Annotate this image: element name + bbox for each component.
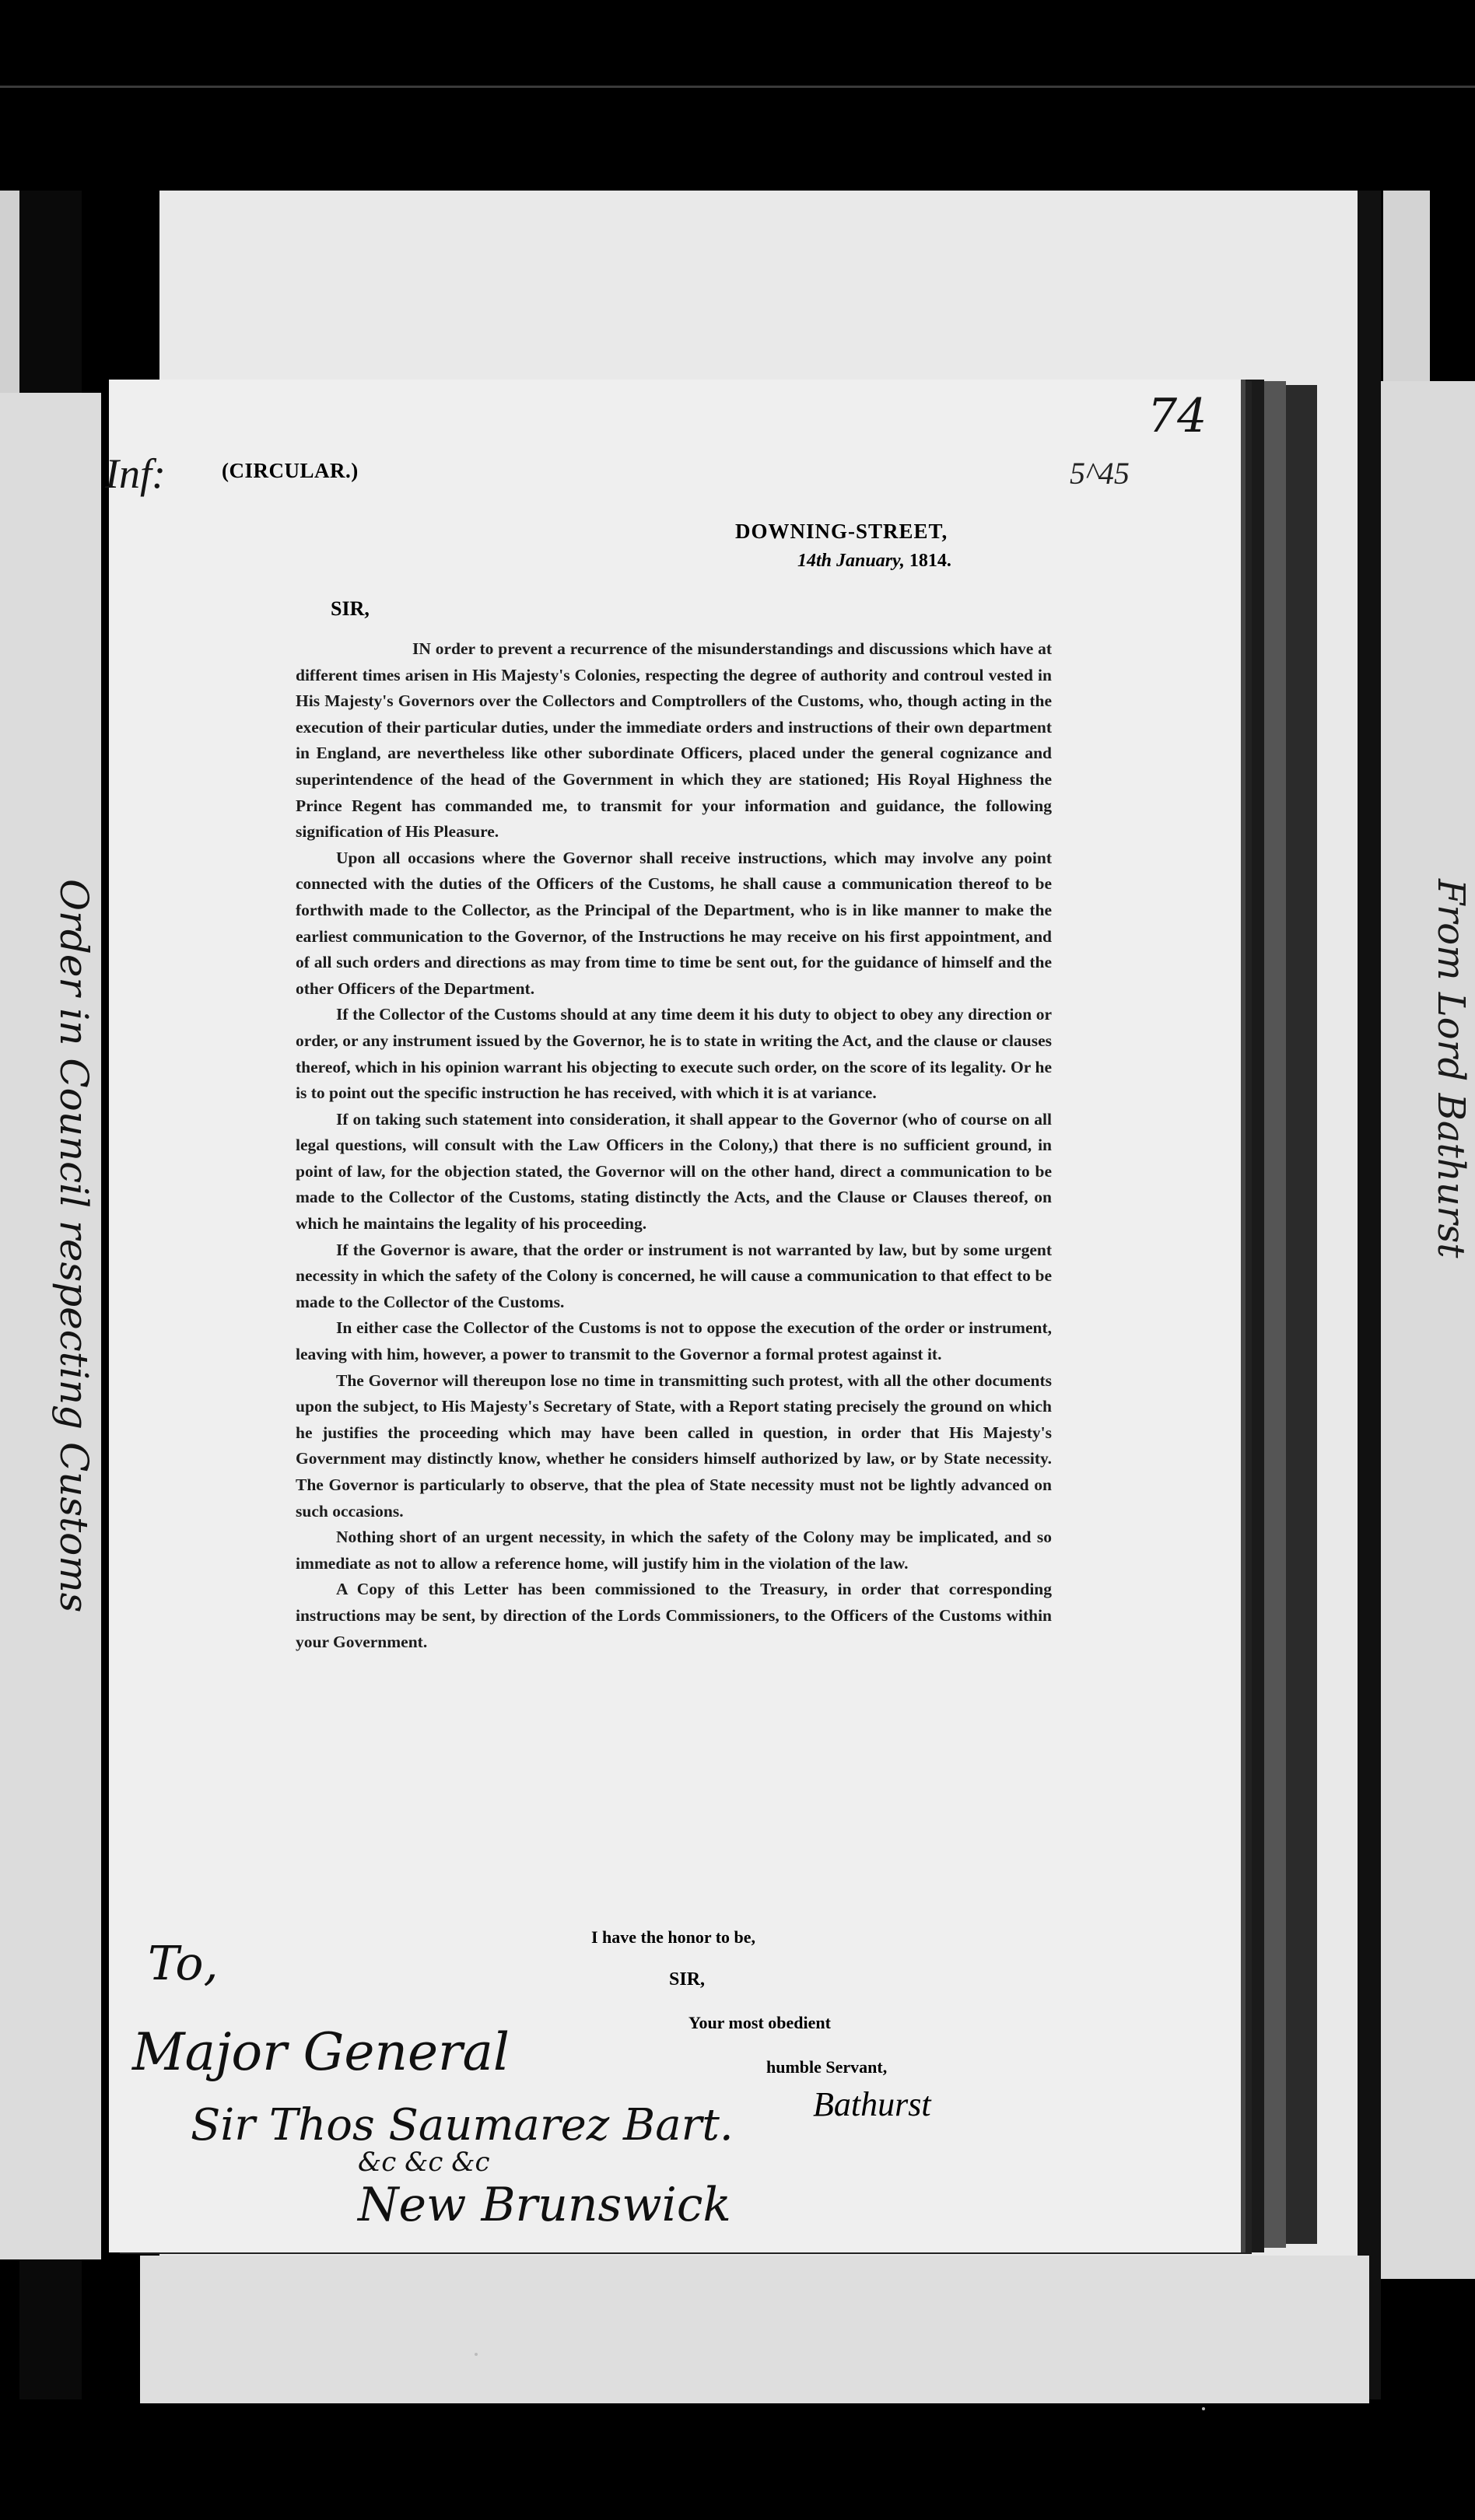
page-stack-edge xyxy=(1264,381,1286,2248)
addressee-name: Sir Thos Saumarez Bart. xyxy=(191,2100,734,2151)
closing-line: humble Servant, xyxy=(766,2057,888,2077)
right-margin-note: From Lord Bathurst xyxy=(1429,879,1473,1258)
circular-label: (CIRCULAR.) xyxy=(222,459,359,482)
left-page-edge xyxy=(0,191,19,393)
letter-date xyxy=(797,551,951,572)
folio-number: 74 xyxy=(1147,389,1207,443)
page-stack-edge xyxy=(1241,380,1264,2252)
lower-sheet xyxy=(140,2256,1369,2403)
page-stack-edge xyxy=(1286,385,1317,2244)
paragraph: Upon all occasions where the Governor shall receive instructions, which may involve any point connected with the duties of the Officers of the Customs, he shall cause a communication thereof to be forthwith made to the Collector, as the Principal of the Department, who is in like manner to make the earliest communication to the Governor, of the Instructions he may receive on his first appointment, and of all such orders and directions as may from time to time be sent out, for the guidance of himself and the other Officers of the Department. xyxy=(296,848,1052,998)
left-margin-note: Order in Council respecting Customs xyxy=(51,879,96,1613)
signature: Bathurst xyxy=(813,2085,931,2123)
letter-body xyxy=(296,636,1052,1655)
paragraph: IN order to prevent a recurrence of the misunderstandings and discussions which have at different times arisen in His Majesty's Colonies, respecting the degree of authority and controul vested in His Majesty's Governors over the Collectors and Comptrollers of the Customs, who, though acting in the execution of their particular duties, under the immediate orders and instructions of their own department in England, are nevertheless like other subordinate Officers, placed under the general cognizance and superintendence of the head of the Government in which they are stationed; His Royal Highness the Prince Regent has commanded me, to transmit for your information and guidance, the following signification of His Pleasure. xyxy=(296,639,1052,842)
addressee-province-text: New Brunswick xyxy=(358,2178,731,2232)
salutation: SIR, xyxy=(331,597,370,620)
reference-mark: 5^45 xyxy=(1070,456,1130,491)
paragraph: In either case the Collector of the Customs is not to oppose the execution of the order or instrument, leaving with him, however, a power to transmit to the Governor a formal protest against it. xyxy=(296,1318,1052,1364)
closing-salutation: SIR, xyxy=(669,1969,706,1990)
paragraph: If the Collector of the Customs should at any time deem it his duty to object to obey any direction or order, or any instrument issued by the Governor, he is to state in writing the Act, and the clause or clauses thereof, which in his opinion warrant his objecting to execute such order, on the score of its legality. Or he is to point out the specific instruction he has received, with which it is at variance. xyxy=(296,1005,1052,1103)
dust-speck xyxy=(1202,2407,1205,2410)
dust-speck xyxy=(475,2353,478,2356)
paragraph: The Governor will thereupon lose no time in transmitting such protest, with all the other documents upon the subject, to His Majesty's Secretary of State, with a Report stating precisely the ground on which he justifies the proceeding which may have been called in question, in order that His Majesty's Government may distinctly know, whether he considers himself authorized by law, or by State necessity. The Governor is particularly to observe, that the plea of State necessity must not be lightly advanced on such occasions. xyxy=(296,1370,1052,1521)
paragraph: Nothing short of an urgent necessity, in which the safety of the Colony may be implicated, and so immediate as not to allow a reference home, will justify him in the violation of the law. xyxy=(296,1528,1052,1573)
film-top-band xyxy=(0,86,1475,88)
paragraph: A Copy of this Letter has been commissioned to the Treasury, in order that corresponding instructions may be sent, by direction of the Lords Commissioners, to the Officers of the Customs within your Government. xyxy=(296,1580,1052,1651)
right-page-edge xyxy=(1383,191,1430,385)
addressee-province xyxy=(358,2147,731,2232)
inf-handwritten-mark: Inf: xyxy=(105,450,166,497)
addressee-etc: &c &c &c xyxy=(358,2147,490,2178)
closing-line: I have the honor to be, xyxy=(591,1927,756,1947)
letter-place: DOWNING-STREET, xyxy=(735,520,948,543)
paragraph: If the Governor is aware, that the order or instrument is not warranted by law, but by some urgent necessity in which the safety of the Colony is concerned, he will cause a communication to that effect to be made to the Collector of the Customs. xyxy=(296,1240,1052,1311)
right-binding-shadow xyxy=(1358,191,1381,2399)
addressee-rank: Major General xyxy=(132,2022,510,2082)
paragraph: If on taking such statement into consideration, it shall appear to the Governor (who of course on all legal questions, will consult with the Law Officers in the Colony,) that there is no sufficient ground, in point of law, for the objection stated, the Governor will on the other hand, direct a communication to be made to the Collector of the Customs, stating distinctly the Acts, and the Clause or Clauses thereof, on which he maintains the legality of his proceeding. xyxy=(296,1109,1052,1234)
date-year: 1814. xyxy=(909,551,951,571)
addressee-to: To, xyxy=(148,1937,219,1991)
closing-line: Your most obedient xyxy=(688,2013,831,2032)
date-day: 14th January, xyxy=(797,551,905,571)
